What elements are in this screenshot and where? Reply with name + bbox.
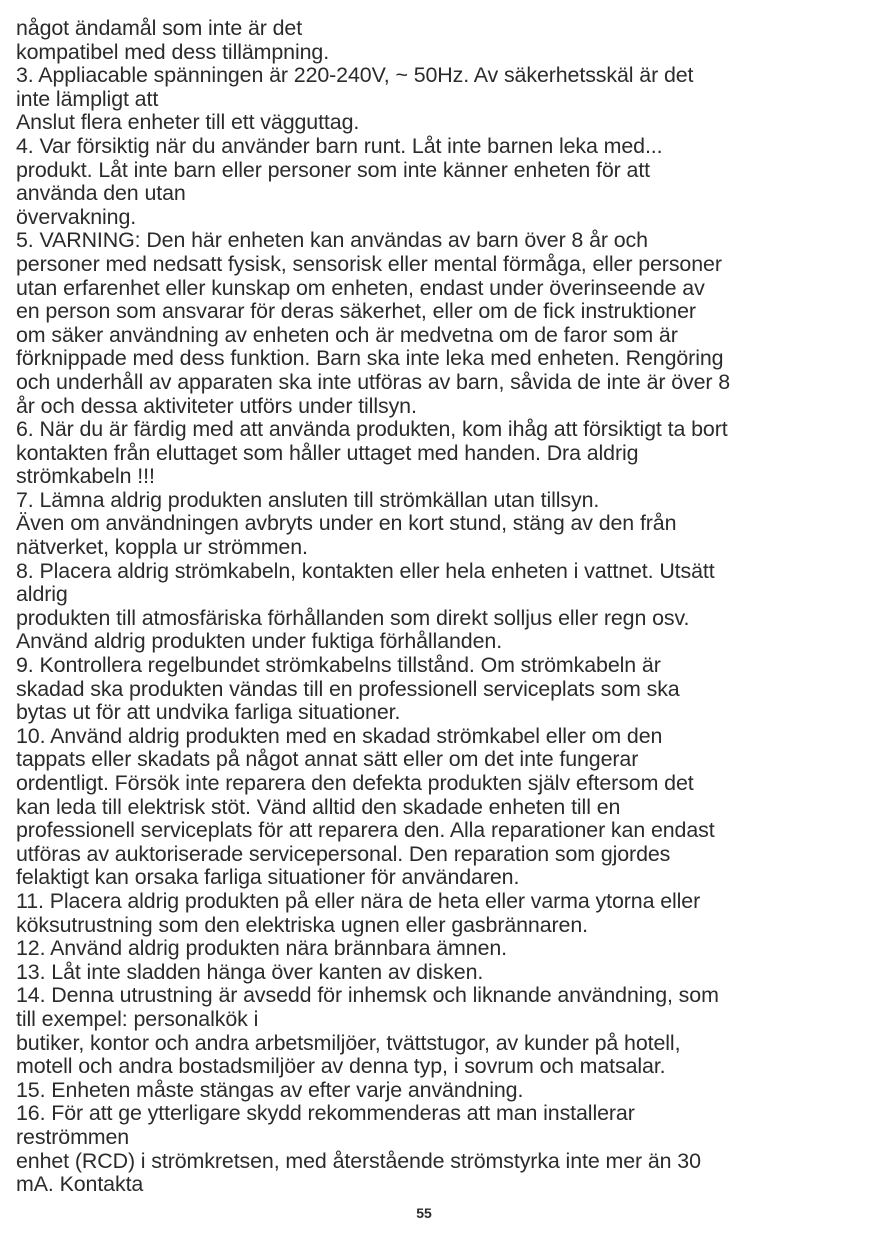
text-line: mA. Kontakta bbox=[16, 1172, 144, 1197]
text-line: och underhåll av apparaten ska inte utföras av barn, såvida de inte är över 8 bbox=[16, 369, 731, 394]
text-line: produkten till atmosfäriska förhållanden som direkt solljus eller regn osv. bbox=[16, 605, 690, 630]
text-line: 8. Placera aldrig strömkabeln, kontakten eller hela enheten i vattnet. Utsätt bbox=[16, 558, 715, 583]
text-line: strömkabeln !!! bbox=[16, 464, 155, 489]
text-line: butiker, kontor och andra arbetsmiljöer, tvättstugor, av kunder på hotell, bbox=[16, 1030, 681, 1055]
text-line: utföras av auktoriserade servicepersonal. Den reparation som gjordes bbox=[16, 841, 671, 866]
text-line: professionell serviceplats för att reparera den. Alla reparationer kan endast bbox=[16, 818, 715, 843]
text-line: Använd aldrig produkten under fuktiga förhållanden. bbox=[16, 629, 503, 654]
text-line: 7. Lämna aldrig produkten ansluten till strömkällan utan tillsyn. bbox=[16, 487, 600, 512]
text-line: 12. Använd aldrig produkten nära brännbara ämnen. bbox=[16, 936, 508, 961]
page-number: 55 bbox=[416, 1205, 432, 1221]
text-line: skadad ska produkten vändas till en professionell serviceplats som ska bbox=[16, 676, 680, 701]
text-line: 11. Placera aldrig produkten på eller nära de heta eller varma ytorna eller bbox=[16, 888, 701, 913]
text-line: aldrig bbox=[16, 582, 68, 607]
text-line: övervakning. bbox=[16, 204, 137, 229]
text-line: ordentligt. Försök inte reparera den defekta produkten själv eftersom det bbox=[16, 771, 694, 795]
text-line: 14. Denna utrustning är avsedd för inhemsk och liknande användning, som bbox=[16, 983, 719, 1008]
text-line: 15. Enheten måste stängas av efter varje användning. bbox=[16, 1077, 524, 1102]
text-line: kan leda till elektrisk stöt. Vänd alltid den skadade enheten till en bbox=[16, 794, 621, 819]
text-line: kompatibel med dess tillämpning. bbox=[16, 39, 330, 64]
text-line: produkt. Låt inte barn eller personer som inte känner enheten för att bbox=[16, 157, 651, 182]
text-line: 6. När du är färdig med att använda produkten, kom ihåg att försiktigt ta bort bbox=[16, 417, 728, 442]
text-line: köksutrustning som den elektriska ugnen eller gasbrännaren. bbox=[16, 912, 588, 937]
text-line: 5. VARNING: Den här enheten kan användas av barn över 8 år och bbox=[16, 228, 648, 253]
text-line: till exempel: personalkök i bbox=[16, 1006, 259, 1031]
text-line: felaktigt kan orsaka farliga situationer för användaren. bbox=[16, 865, 520, 890]
text-line: 13. Låt inte sladden hänga över kanten av disken. bbox=[16, 959, 484, 984]
text-line: 3. Appliacable spänningen är 220-240V, ~ 50Hz. Av säkerhetsskäl är det bbox=[16, 63, 694, 88]
text-line: nätverket, koppla ur strömmen. bbox=[16, 535, 308, 560]
text-line: en person som ansvarar för deras säkerhet, eller om de fick instruktioner bbox=[16, 299, 696, 324]
text-line: personer med nedsatt fysisk, sensorisk eller mental förmåga, eller personer bbox=[16, 251, 722, 276]
text-line: något ändamål som inte är det bbox=[16, 16, 303, 40]
text-line: enhet (RCD) i strömkretsen, med återstående strömstyrka inte mer än 30 bbox=[16, 1148, 701, 1173]
text-line: 10. Använd aldrig produkten med en skadad strömkabel eller om den bbox=[16, 723, 663, 748]
text-line: tappats eller skadats på något annat sätt eller om det inte fungerar bbox=[16, 747, 639, 772]
text-line: förknippade med dess funktion. Barn ska inte leka med enheten. Rengöring bbox=[16, 346, 724, 371]
text-line: bytas ut för att undvika farliga situationer. bbox=[16, 700, 401, 725]
text-line: om säker användning av enheten och är medvetna om de faror som är bbox=[16, 322, 678, 347]
text-line: år och dessa aktiviteter utförs under tillsyn. bbox=[16, 393, 417, 418]
document-body bbox=[16, 17, 866, 1197]
text-line: använda den utan bbox=[16, 181, 186, 206]
text-line: Anslut flera enheter till ett vägguttag. bbox=[16, 110, 360, 135]
text-line: utan erfarenhet eller kunskap om enheten, endast under överinseende av bbox=[16, 275, 705, 300]
text-line: inte lämpligt att bbox=[16, 86, 159, 111]
text-line: 9. Kontrollera regelbundet strömkabelns tillstånd. Om strömkabeln är bbox=[16, 653, 661, 678]
text-line: motell och andra bostadsmiljöer av denna typ, i sovrum och matsalar. bbox=[16, 1054, 666, 1079]
text-line: kontakten från eluttaget som håller uttaget med handen. Dra aldrig bbox=[16, 440, 639, 465]
text-line: reströmmen bbox=[16, 1124, 130, 1149]
text-line: 4. Var försiktig när du använder barn runt. Låt inte barnen leka med... bbox=[16, 133, 663, 158]
text-line: 16. För att ge ytterligare skydd rekommenderas att man installerar bbox=[16, 1101, 635, 1126]
text-line: Även om användningen avbryts under en kort stund, stäng av den från bbox=[16, 511, 677, 536]
